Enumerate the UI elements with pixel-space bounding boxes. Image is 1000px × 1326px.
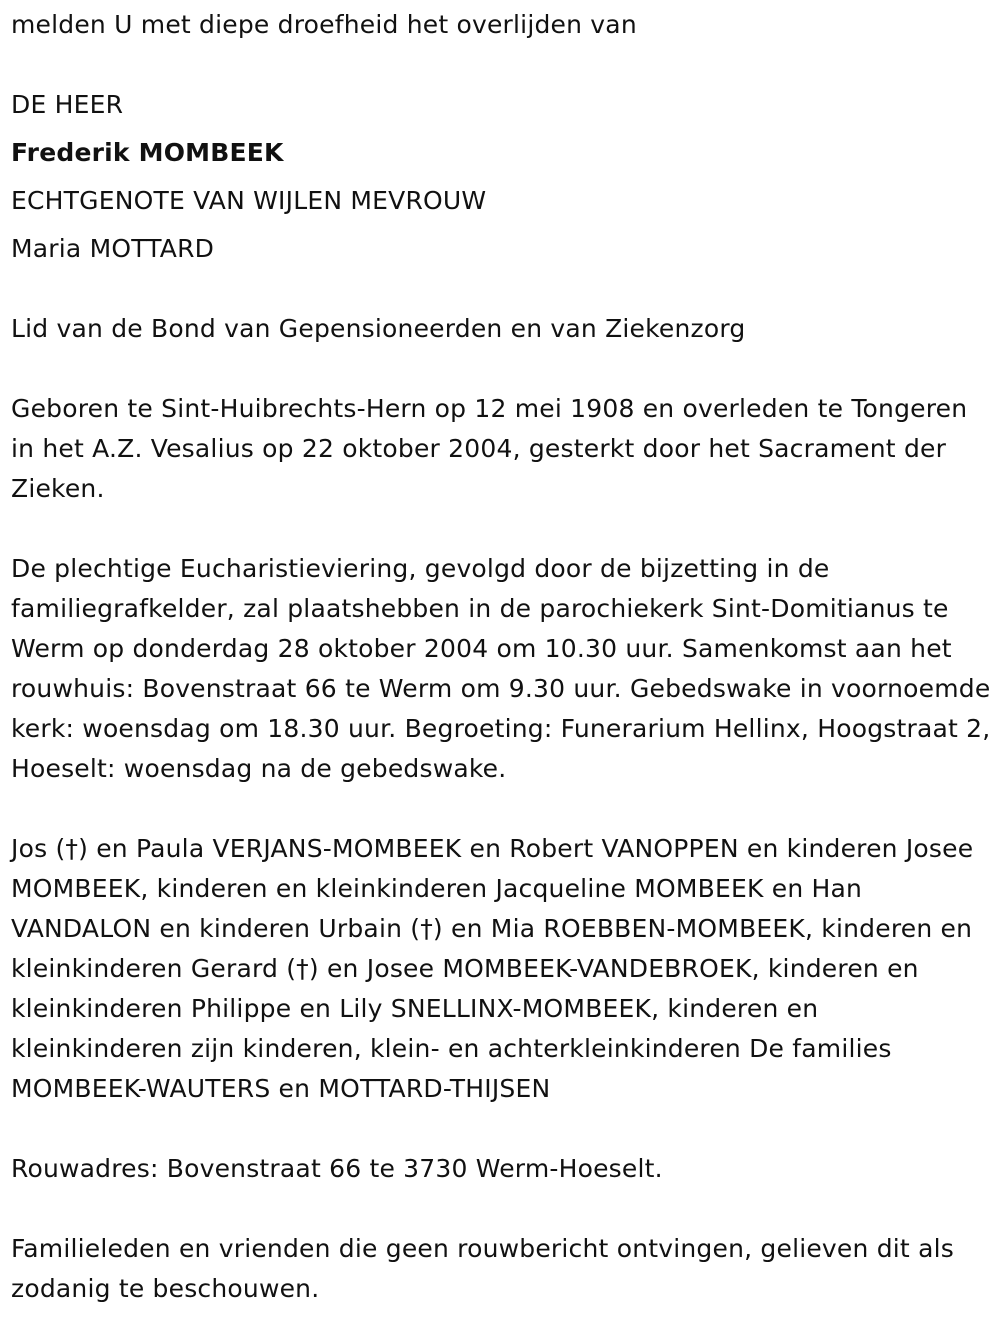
birth-death-paragraph: Geboren te Sint-Huibrechts-Hern op 12 mei 1908 en overleden te Tongeren in het A.Z. Vesalius op 22 oktober 2004, gesterkt door het Sacrament der Zieken. bbox=[11, 394, 968, 503]
family-paragraph: Jos (†) en Paula VERJANS-MOMBEEK en Robert VANOPPEN en kinderen Josee MOMBEEK, kinderen en kleinkinderen Jacqueline MOMBEEK en Han VANDALON en kinderen Urbain (†) en Mia ROEBBEN-MOMBEEK, kinderen en kleinkinderen Gerard (†) en Josee MOMBEEK-VANDEBROEK, kinderen en kleinkinderen Philippe en Lily SNELLINX-MOMBEEK, kinderen en kleinkinderen zijn kinderen, klein- en achterkleinkinderen De families MOMBEEK-WAUTERS en MOTTARD-THIJSEN bbox=[11, 834, 974, 1103]
honorific-title: DE HEER bbox=[11, 90, 124, 119]
mourning-address: Rouwadres: Bovenstraat 66 te 3730 Werm-Hoeselt. bbox=[11, 1154, 663, 1183]
spouse-label: ECHTGENOTE VAN WIJLEN MEVROUW bbox=[11, 186, 487, 215]
ceremony-paragraph: De plechtige Eucharistieviering, gevolgd door de bijzetting in de familiegrafkelder, zal plaatshebben in de parochiekerk Sint-Domitianus te Werm op donderdag 28 oktober 2004 om 10.30 uur. Samenkomst aan het rouwhuis: Bovenstraat 66 te Werm om 9.30 uur. Gebedswake in voornoemde kerk: woensdag om 18.30 uur. Begroeting: Funerarium Hellinx, Hoogstraat 2, Hoeselt: woensdag na de gebedswake. bbox=[11, 554, 991, 783]
closing-paragraph: Familieleden en vrienden die geen rouwbericht ontvingen, gelieven dit als zodanig te beschouwen. bbox=[11, 1234, 954, 1303]
membership-text: Lid van de Bond van Gepensioneerden en van Ziekenzorg bbox=[11, 314, 746, 343]
spouse-name: Maria MOTTARD bbox=[11, 234, 215, 263]
intro-text: melden U met diepe droefheid het overlijden van bbox=[11, 10, 637, 39]
deceased-name: Frederik MOMBEEK bbox=[11, 138, 284, 167]
